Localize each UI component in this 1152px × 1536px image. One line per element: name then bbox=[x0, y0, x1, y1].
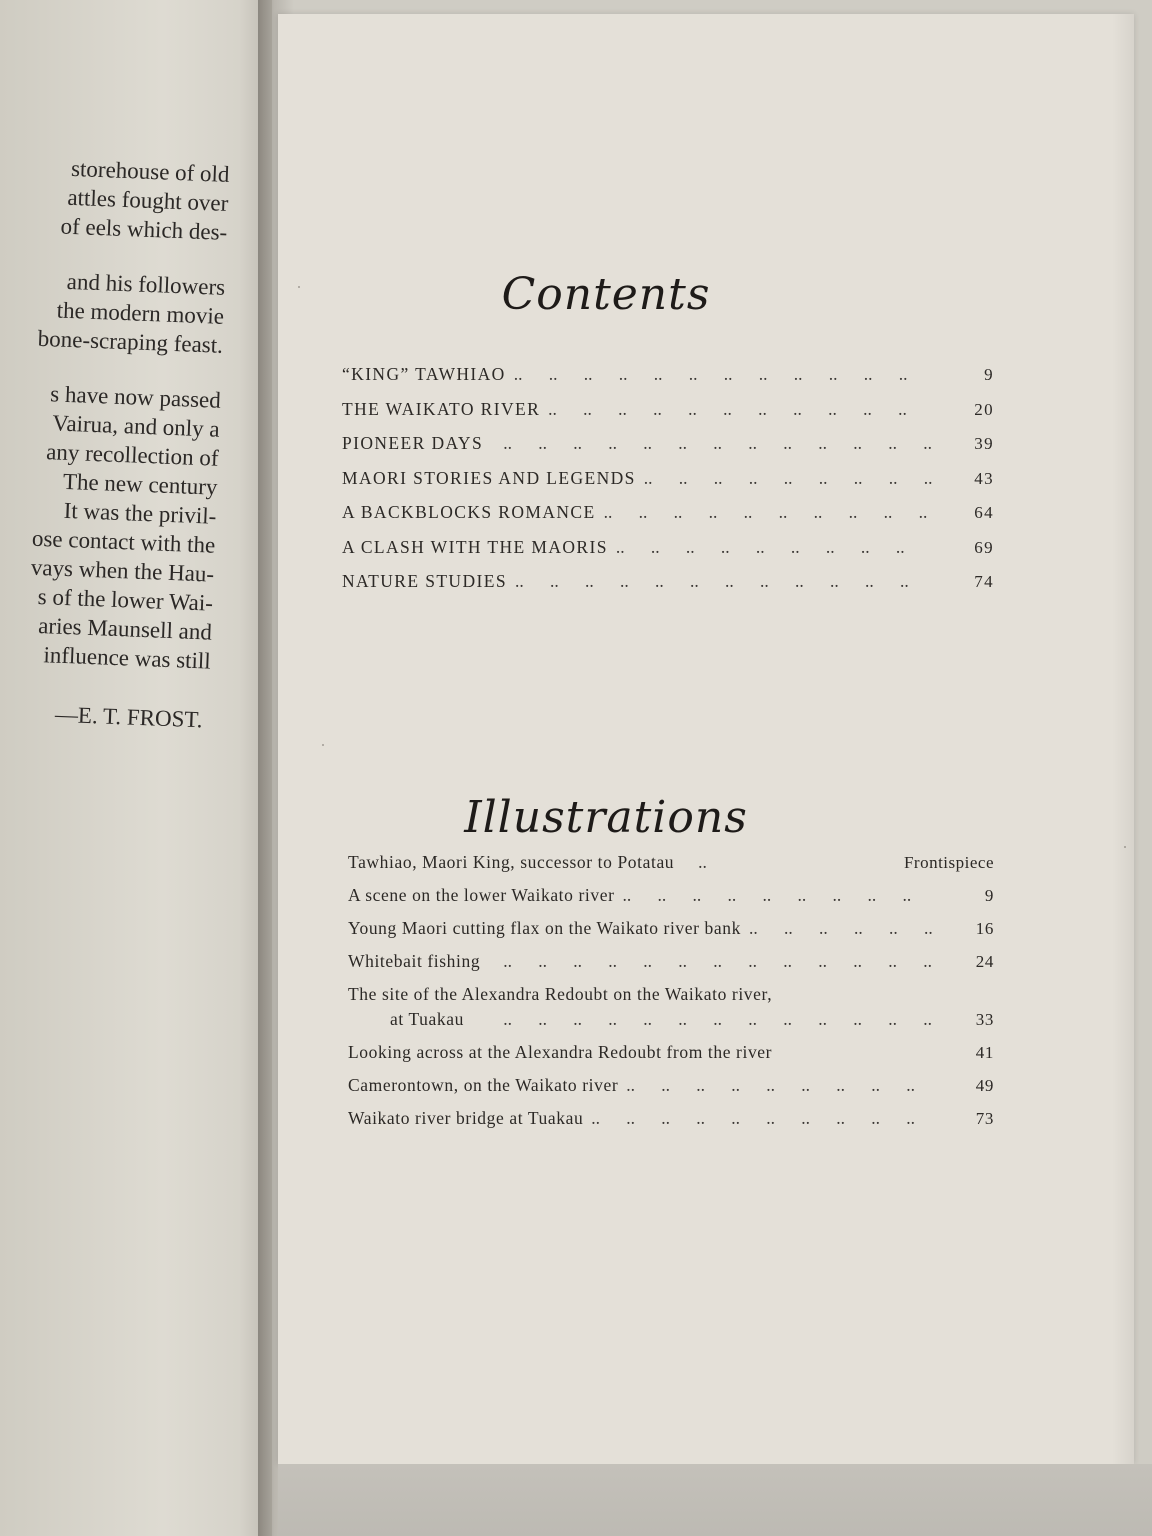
left-line: The new century bbox=[62, 468, 218, 500]
illustration-entry bbox=[348, 1108, 994, 1141]
left-page-text bbox=[0, 151, 230, 734]
left-line: s of the lower Wai- bbox=[37, 583, 214, 616]
entry-title: Looking across at the Alexandra Redoubt from the river bbox=[348, 1042, 773, 1062]
contents-entry bbox=[342, 399, 994, 434]
entry-continuation bbox=[348, 1009, 994, 1042]
entry-title: A scene on the lower Waikato river bbox=[348, 885, 615, 905]
contents-entry bbox=[342, 502, 994, 537]
left-line: bone-scraping feast. bbox=[37, 325, 224, 358]
left-line: It was the privil- bbox=[63, 497, 217, 529]
right-page bbox=[278, 14, 1134, 1464]
entry-page: 41 bbox=[975, 1043, 994, 1062]
contents-entry bbox=[342, 537, 994, 572]
leader-dots bbox=[626, 1075, 932, 1096]
entry-page: 24 bbox=[975, 952, 994, 971]
entry-page: 9 bbox=[984, 365, 994, 384]
illustration-entry bbox=[348, 1042, 994, 1075]
entry-page: 39 bbox=[974, 434, 994, 453]
illustration-entry bbox=[348, 885, 994, 918]
entry-page: 49 bbox=[975, 1076, 994, 1095]
illustration-entry-wrapped bbox=[348, 984, 994, 1042]
contents-heading: Contents bbox=[501, 269, 711, 320]
illustration-entry-frontispiece bbox=[348, 852, 994, 885]
entry-title-line2: at Tuakau bbox=[390, 1009, 464, 1029]
entry-title: MAORI STORIES AND LEGENDS bbox=[342, 467, 636, 488]
entry-title: Tawhiao, Maori King, successor to Potatau bbox=[348, 852, 675, 872]
leader-dots bbox=[749, 918, 932, 939]
leader-dots bbox=[591, 1108, 932, 1129]
contents-entry bbox=[342, 571, 994, 606]
entry-page: 69 bbox=[974, 537, 994, 557]
entry-title: PIONEER DAYS bbox=[342, 433, 484, 453]
leader-dots bbox=[698, 852, 707, 873]
entry-title: Whitebait fishing bbox=[348, 951, 481, 971]
entry-page: Frontispiece bbox=[903, 853, 994, 872]
contents-entry bbox=[342, 433, 994, 468]
leader-dots bbox=[514, 364, 932, 385]
contents-entry bbox=[342, 468, 994, 503]
page-edge-shade bbox=[1112, 14, 1134, 1464]
left-line: vays when the Hau- bbox=[30, 554, 215, 587]
illustrations-list bbox=[348, 852, 994, 1141]
entry-title: Camerontown, on the Waikato river bbox=[348, 1075, 619, 1095]
left-line: of eels which des- bbox=[60, 213, 228, 245]
entry-page: 73 bbox=[975, 1109, 994, 1128]
entry-page: 16 bbox=[975, 919, 994, 938]
left-line: any recollection of bbox=[45, 439, 220, 471]
left-facing-page bbox=[0, 0, 272, 1536]
entry-title: “KING” TAWHIAO bbox=[342, 364, 506, 384]
entry-title: A CLASH WITH THE MAORIS bbox=[342, 536, 608, 557]
left-line: ose contact with the bbox=[31, 525, 216, 558]
illustrations-heading: Illustrations bbox=[464, 792, 748, 843]
contents-list bbox=[342, 364, 994, 606]
left-line: s have now passed bbox=[49, 381, 222, 413]
illustration-entry bbox=[348, 951, 994, 984]
entry-title-line1: The site of the Alexandra Redoubt on the Waikato river, bbox=[348, 984, 773, 1004]
entry-title: A BACKBLOCKS ROMANCE bbox=[342, 502, 596, 522]
entry-page: 20 bbox=[974, 399, 994, 419]
entry-page: 74 bbox=[974, 572, 994, 591]
entry-title: NATURE STUDIES bbox=[342, 571, 507, 591]
paper-speck bbox=[1124, 846, 1126, 848]
paper-speck bbox=[322, 744, 324, 746]
leader-dots bbox=[472, 1009, 932, 1030]
left-line: the modern movie bbox=[56, 297, 225, 329]
left-line: and his followers bbox=[66, 268, 226, 300]
leader-dots bbox=[488, 951, 932, 972]
left-line: influence was still bbox=[43, 642, 212, 674]
contents-entry bbox=[342, 364, 994, 399]
leader-dots bbox=[623, 885, 932, 906]
illustration-entry bbox=[348, 918, 994, 951]
left-line: aries Maunsell and bbox=[37, 612, 213, 645]
leader-dots bbox=[644, 468, 932, 489]
left-line: Vairua, and only a bbox=[51, 410, 221, 442]
leader-dots bbox=[604, 502, 932, 523]
left-line: attles fought over bbox=[67, 184, 229, 216]
entry-title: Young Maori cutting flax on the Waikato river bank bbox=[348, 918, 741, 938]
leader-dots bbox=[548, 399, 932, 420]
illustration-entry bbox=[348, 1075, 994, 1108]
leader-dots bbox=[491, 433, 932, 454]
entry-page: 9 bbox=[984, 886, 994, 905]
entry-page: 33 bbox=[975, 1010, 994, 1029]
leader-dots bbox=[616, 537, 932, 558]
entry-title: THE WAIKATO RIVER bbox=[342, 398, 541, 419]
paper-speck bbox=[298, 286, 300, 288]
leader-dots bbox=[515, 571, 932, 592]
entry-page: 43 bbox=[974, 468, 994, 488]
entry-page: 64 bbox=[974, 503, 994, 522]
entry-title: Waikato river bridge at Tuakau bbox=[348, 1108, 584, 1128]
background-surface bbox=[278, 1464, 1152, 1536]
left-line: storehouse of old bbox=[70, 155, 230, 187]
author-signature: —E. T. FROST. bbox=[54, 701, 203, 733]
